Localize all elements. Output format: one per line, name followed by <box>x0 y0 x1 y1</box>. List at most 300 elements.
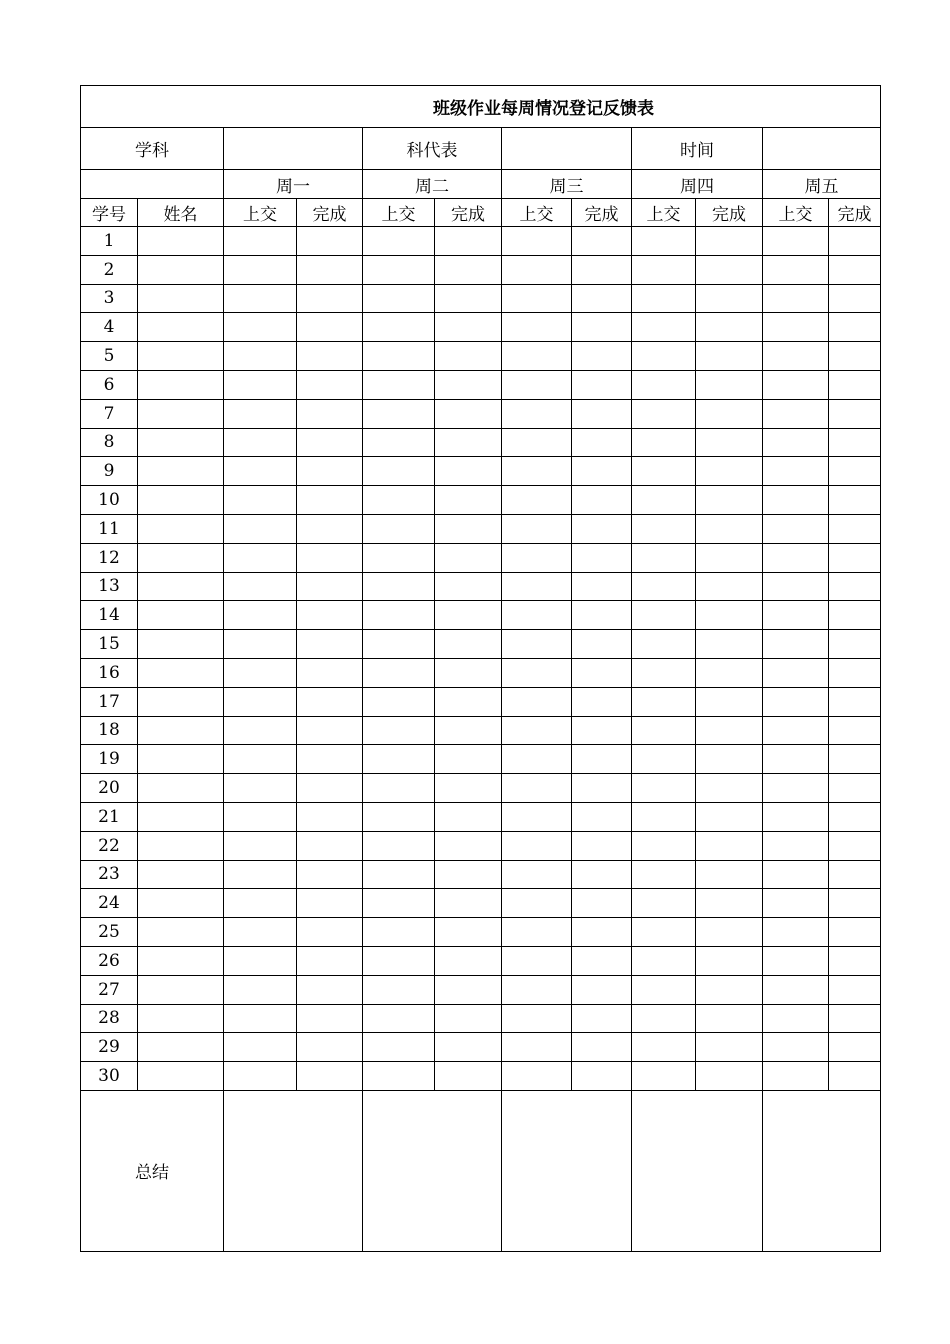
complete-cell[interactable] <box>435 831 502 860</box>
complete-cell[interactable] <box>297 514 363 543</box>
submit-cell[interactable] <box>632 630 696 659</box>
submit-cell[interactable] <box>224 1004 297 1033</box>
submit-cell[interactable] <box>363 658 435 687</box>
complete-cell[interactable] <box>696 745 763 774</box>
complete-cell[interactable] <box>435 802 502 831</box>
complete-cell[interactable] <box>297 486 363 515</box>
student-name-cell[interactable] <box>138 946 224 975</box>
submit-cell[interactable] <box>363 399 435 428</box>
complete-cell[interactable] <box>297 543 363 572</box>
submit-cell[interactable] <box>363 1004 435 1033</box>
complete-cell[interactable] <box>572 831 632 860</box>
complete-cell[interactable] <box>696 457 763 486</box>
complete-cell[interactable] <box>696 687 763 716</box>
complete-cell[interactable] <box>696 313 763 342</box>
complete-cell[interactable] <box>696 860 763 889</box>
complete-cell[interactable] <box>297 918 363 947</box>
student-name-cell[interactable] <box>138 1033 224 1062</box>
submit-cell[interactable] <box>502 918 572 947</box>
complete-cell[interactable] <box>696 658 763 687</box>
complete-cell[interactable] <box>435 860 502 889</box>
submit-cell[interactable] <box>224 313 297 342</box>
complete-cell[interactable] <box>572 918 632 947</box>
submit-cell[interactable] <box>224 1033 297 1062</box>
complete-cell[interactable] <box>297 1033 363 1062</box>
complete-cell[interactable] <box>572 975 632 1004</box>
submit-cell[interactable] <box>632 227 696 256</box>
student-name-cell[interactable] <box>138 342 224 371</box>
complete-cell[interactable] <box>829 774 881 803</box>
submit-cell[interactable] <box>224 486 297 515</box>
complete-cell[interactable] <box>829 428 881 457</box>
complete-cell[interactable] <box>696 802 763 831</box>
student-name-cell[interactable] <box>138 630 224 659</box>
submit-cell[interactable] <box>502 255 572 284</box>
submit-cell[interactable] <box>224 802 297 831</box>
complete-cell[interactable] <box>829 918 881 947</box>
submit-cell[interactable] <box>632 486 696 515</box>
complete-cell[interactable] <box>572 601 632 630</box>
complete-cell[interactable] <box>435 457 502 486</box>
submit-cell[interactable] <box>363 543 435 572</box>
complete-cell[interactable] <box>572 399 632 428</box>
submit-cell[interactable] <box>224 658 297 687</box>
complete-cell[interactable] <box>435 255 502 284</box>
submit-cell[interactable] <box>763 975 829 1004</box>
complete-cell[interactable] <box>829 486 881 515</box>
submit-cell[interactable] <box>224 572 297 601</box>
student-name-cell[interactable] <box>138 831 224 860</box>
complete-cell[interactable] <box>696 428 763 457</box>
submit-cell[interactable] <box>363 946 435 975</box>
submit-cell[interactable] <box>632 1062 696 1091</box>
submit-cell[interactable] <box>502 975 572 1004</box>
student-name-cell[interactable] <box>138 601 224 630</box>
submit-cell[interactable] <box>502 774 572 803</box>
student-name-cell[interactable] <box>138 1004 224 1033</box>
complete-cell[interactable] <box>297 255 363 284</box>
complete-cell[interactable] <box>829 1033 881 1062</box>
complete-cell[interactable] <box>829 255 881 284</box>
submit-cell[interactable] <box>224 889 297 918</box>
complete-cell[interactable] <box>572 514 632 543</box>
student-name-cell[interactable] <box>138 370 224 399</box>
submit-cell[interactable] <box>763 370 829 399</box>
submit-cell[interactable] <box>502 514 572 543</box>
complete-cell[interactable] <box>297 630 363 659</box>
submit-cell[interactable] <box>224 630 297 659</box>
submit-cell[interactable] <box>632 946 696 975</box>
submit-cell[interactable] <box>763 399 829 428</box>
submit-cell[interactable] <box>502 399 572 428</box>
complete-cell[interactable] <box>297 313 363 342</box>
complete-cell[interactable] <box>829 457 881 486</box>
complete-cell[interactable] <box>297 802 363 831</box>
complete-cell[interactable] <box>829 975 881 1004</box>
student-name-cell[interactable] <box>138 514 224 543</box>
submit-cell[interactable] <box>632 514 696 543</box>
complete-cell[interactable] <box>297 860 363 889</box>
submit-cell[interactable] <box>632 342 696 371</box>
summary-cell[interactable] <box>632 1090 763 1251</box>
submit-cell[interactable] <box>632 975 696 1004</box>
complete-cell[interactable] <box>829 716 881 745</box>
complete-cell[interactable] <box>829 658 881 687</box>
complete-cell[interactable] <box>297 831 363 860</box>
complete-cell[interactable] <box>829 572 881 601</box>
submit-cell[interactable] <box>763 227 829 256</box>
complete-cell[interactable] <box>829 543 881 572</box>
complete-cell[interactable] <box>435 918 502 947</box>
complete-cell[interactable] <box>696 255 763 284</box>
submit-cell[interactable] <box>363 802 435 831</box>
submit-cell[interactable] <box>632 831 696 860</box>
submit-cell[interactable] <box>502 889 572 918</box>
complete-cell[interactable] <box>297 946 363 975</box>
submit-cell[interactable] <box>502 572 572 601</box>
complete-cell[interactable] <box>696 716 763 745</box>
submit-cell[interactable] <box>632 802 696 831</box>
complete-cell[interactable] <box>829 342 881 371</box>
submit-cell[interactable] <box>502 342 572 371</box>
complete-cell[interactable] <box>435 658 502 687</box>
submit-cell[interactable] <box>763 918 829 947</box>
submit-cell[interactable] <box>632 1004 696 1033</box>
complete-cell[interactable] <box>696 370 763 399</box>
submit-cell[interactable] <box>763 889 829 918</box>
complete-cell[interactable] <box>572 946 632 975</box>
complete-cell[interactable] <box>435 227 502 256</box>
submit-cell[interactable] <box>363 687 435 716</box>
complete-cell[interactable] <box>435 370 502 399</box>
submit-cell[interactable] <box>763 1004 829 1033</box>
submit-cell[interactable] <box>224 918 297 947</box>
complete-cell[interactable] <box>435 774 502 803</box>
submit-cell[interactable] <box>502 946 572 975</box>
submit-cell[interactable] <box>632 860 696 889</box>
submit-cell[interactable] <box>502 716 572 745</box>
submit-cell[interactable] <box>502 428 572 457</box>
complete-cell[interactable] <box>572 860 632 889</box>
complete-cell[interactable] <box>572 428 632 457</box>
complete-cell[interactable] <box>572 687 632 716</box>
submit-cell[interactable] <box>224 227 297 256</box>
complete-cell[interactable] <box>435 428 502 457</box>
summary-cell[interactable] <box>763 1090 881 1251</box>
complete-cell[interactable] <box>572 284 632 313</box>
complete-cell[interactable] <box>297 399 363 428</box>
submit-cell[interactable] <box>632 687 696 716</box>
submit-cell[interactable] <box>502 543 572 572</box>
complete-cell[interactable] <box>696 889 763 918</box>
complete-cell[interactable] <box>297 284 363 313</box>
complete-cell[interactable] <box>829 802 881 831</box>
submit-cell[interactable] <box>763 745 829 774</box>
complete-cell[interactable] <box>572 658 632 687</box>
submit-cell[interactable] <box>363 457 435 486</box>
submit-cell[interactable] <box>763 860 829 889</box>
submit-cell[interactable] <box>363 975 435 1004</box>
complete-cell[interactable] <box>696 514 763 543</box>
submit-cell[interactable] <box>632 313 696 342</box>
complete-cell[interactable] <box>572 255 632 284</box>
submit-cell[interactable] <box>502 1004 572 1033</box>
complete-cell[interactable] <box>572 630 632 659</box>
complete-cell[interactable] <box>435 342 502 371</box>
complete-cell[interactable] <box>696 774 763 803</box>
complete-cell[interactable] <box>572 1004 632 1033</box>
submit-cell[interactable] <box>763 687 829 716</box>
complete-cell[interactable] <box>435 313 502 342</box>
submit-cell[interactable] <box>363 514 435 543</box>
submit-cell[interactable] <box>763 774 829 803</box>
complete-cell[interactable] <box>435 946 502 975</box>
submit-cell[interactable] <box>632 284 696 313</box>
submit-cell[interactable] <box>224 284 297 313</box>
submit-cell[interactable] <box>502 687 572 716</box>
complete-cell[interactable] <box>696 399 763 428</box>
submit-cell[interactable] <box>502 1062 572 1091</box>
complete-cell[interactable] <box>696 946 763 975</box>
submit-cell[interactable] <box>363 572 435 601</box>
submit-cell[interactable] <box>363 601 435 630</box>
submit-cell[interactable] <box>763 313 829 342</box>
submit-cell[interactable] <box>763 572 829 601</box>
submit-cell[interactable] <box>763 802 829 831</box>
submit-cell[interactable] <box>502 831 572 860</box>
student-name-cell[interactable] <box>138 543 224 572</box>
submit-cell[interactable] <box>224 745 297 774</box>
submit-cell[interactable] <box>502 457 572 486</box>
submit-cell[interactable] <box>363 284 435 313</box>
complete-cell[interactable] <box>297 889 363 918</box>
submit-cell[interactable] <box>363 313 435 342</box>
complete-cell[interactable] <box>572 486 632 515</box>
student-name-cell[interactable] <box>138 687 224 716</box>
submit-cell[interactable] <box>632 889 696 918</box>
submit-cell[interactable] <box>763 658 829 687</box>
submit-cell[interactable] <box>632 255 696 284</box>
summary-cell[interactable] <box>224 1090 363 1251</box>
complete-cell[interactable] <box>435 1062 502 1091</box>
complete-cell[interactable] <box>297 227 363 256</box>
complete-cell[interactable] <box>297 428 363 457</box>
complete-cell[interactable] <box>435 687 502 716</box>
submit-cell[interactable] <box>363 227 435 256</box>
complete-cell[interactable] <box>696 975 763 1004</box>
complete-cell[interactable] <box>435 572 502 601</box>
complete-cell[interactable] <box>435 514 502 543</box>
complete-cell[interactable] <box>696 1062 763 1091</box>
submit-cell[interactable] <box>763 514 829 543</box>
submit-cell[interactable] <box>502 802 572 831</box>
submit-cell[interactable] <box>502 860 572 889</box>
submit-cell[interactable] <box>763 543 829 572</box>
submit-cell[interactable] <box>632 1033 696 1062</box>
complete-cell[interactable] <box>696 572 763 601</box>
complete-cell[interactable] <box>572 889 632 918</box>
complete-cell[interactable] <box>297 370 363 399</box>
submit-cell[interactable] <box>363 831 435 860</box>
student-name-cell[interactable] <box>138 889 224 918</box>
complete-cell[interactable] <box>435 745 502 774</box>
complete-cell[interactable] <box>572 802 632 831</box>
submit-cell[interactable] <box>224 975 297 1004</box>
submit-cell[interactable] <box>763 1062 829 1091</box>
student-name-cell[interactable] <box>138 860 224 889</box>
complete-cell[interactable] <box>829 860 881 889</box>
submit-cell[interactable] <box>632 399 696 428</box>
rep-value-cell[interactable] <box>502 128 632 170</box>
complete-cell[interactable] <box>696 227 763 256</box>
submit-cell[interactable] <box>363 745 435 774</box>
submit-cell[interactable] <box>502 630 572 659</box>
submit-cell[interactable] <box>502 284 572 313</box>
submit-cell[interactable] <box>363 486 435 515</box>
submit-cell[interactable] <box>363 428 435 457</box>
submit-cell[interactable] <box>363 1033 435 1062</box>
submit-cell[interactable] <box>632 428 696 457</box>
student-name-cell[interactable] <box>138 457 224 486</box>
submit-cell[interactable] <box>224 428 297 457</box>
complete-cell[interactable] <box>435 975 502 1004</box>
complete-cell[interactable] <box>696 918 763 947</box>
submit-cell[interactable] <box>763 255 829 284</box>
submit-cell[interactable] <box>363 630 435 659</box>
complete-cell[interactable] <box>696 1004 763 1033</box>
submit-cell[interactable] <box>363 918 435 947</box>
submit-cell[interactable] <box>224 399 297 428</box>
complete-cell[interactable] <box>572 543 632 572</box>
complete-cell[interactable] <box>572 313 632 342</box>
submit-cell[interactable] <box>224 946 297 975</box>
complete-cell[interactable] <box>829 399 881 428</box>
complete-cell[interactable] <box>572 1062 632 1091</box>
submit-cell[interactable] <box>224 601 297 630</box>
student-name-cell[interactable] <box>138 975 224 1004</box>
submit-cell[interactable] <box>363 1062 435 1091</box>
student-name-cell[interactable] <box>138 745 224 774</box>
submit-cell[interactable] <box>632 658 696 687</box>
complete-cell[interactable] <box>829 601 881 630</box>
submit-cell[interactable] <box>632 745 696 774</box>
complete-cell[interactable] <box>435 716 502 745</box>
student-name-cell[interactable] <box>138 486 224 515</box>
complete-cell[interactable] <box>435 486 502 515</box>
complete-cell[interactable] <box>572 745 632 774</box>
complete-cell[interactable] <box>696 1033 763 1062</box>
complete-cell[interactable] <box>297 658 363 687</box>
complete-cell[interactable] <box>829 630 881 659</box>
submit-cell[interactable] <box>632 918 696 947</box>
complete-cell[interactable] <box>297 774 363 803</box>
submit-cell[interactable] <box>224 255 297 284</box>
student-name-cell[interactable] <box>138 284 224 313</box>
submit-cell[interactable] <box>502 227 572 256</box>
complete-cell[interactable] <box>829 514 881 543</box>
submit-cell[interactable] <box>763 342 829 371</box>
submit-cell[interactable] <box>224 687 297 716</box>
complete-cell[interactable] <box>829 1004 881 1033</box>
submit-cell[interactable] <box>763 486 829 515</box>
submit-cell[interactable] <box>763 946 829 975</box>
complete-cell[interactable] <box>435 399 502 428</box>
submit-cell[interactable] <box>763 601 829 630</box>
submit-cell[interactable] <box>363 370 435 399</box>
student-name-cell[interactable] <box>138 255 224 284</box>
complete-cell[interactable] <box>696 284 763 313</box>
submit-cell[interactable] <box>763 716 829 745</box>
submit-cell[interactable] <box>224 370 297 399</box>
submit-cell[interactable] <box>502 745 572 774</box>
submit-cell[interactable] <box>763 457 829 486</box>
submit-cell[interactable] <box>502 601 572 630</box>
submit-cell[interactable] <box>224 860 297 889</box>
submit-cell[interactable] <box>763 428 829 457</box>
summary-cell[interactable] <box>363 1090 502 1251</box>
complete-cell[interactable] <box>829 284 881 313</box>
submit-cell[interactable] <box>632 457 696 486</box>
submit-cell[interactable] <box>632 543 696 572</box>
complete-cell[interactable] <box>829 946 881 975</box>
submit-cell[interactable] <box>224 457 297 486</box>
submit-cell[interactable] <box>502 1033 572 1062</box>
student-name-cell[interactable] <box>138 658 224 687</box>
complete-cell[interactable] <box>572 457 632 486</box>
complete-cell[interactable] <box>435 1004 502 1033</box>
complete-cell[interactable] <box>435 543 502 572</box>
complete-cell[interactable] <box>435 630 502 659</box>
complete-cell[interactable] <box>435 601 502 630</box>
student-name-cell[interactable] <box>138 918 224 947</box>
student-name-cell[interactable] <box>138 1062 224 1091</box>
submit-cell[interactable] <box>224 716 297 745</box>
complete-cell[interactable] <box>572 1033 632 1062</box>
submit-cell[interactable] <box>632 572 696 601</box>
submit-cell[interactable] <box>632 370 696 399</box>
submit-cell[interactable] <box>763 1033 829 1062</box>
complete-cell[interactable] <box>696 342 763 371</box>
complete-cell[interactable] <box>696 630 763 659</box>
submit-cell[interactable] <box>224 1062 297 1091</box>
submit-cell[interactable] <box>502 658 572 687</box>
student-name-cell[interactable] <box>138 802 224 831</box>
time-value-cell[interactable] <box>763 128 881 170</box>
complete-cell[interactable] <box>696 831 763 860</box>
complete-cell[interactable] <box>297 572 363 601</box>
submit-cell[interactable] <box>632 601 696 630</box>
complete-cell[interactable] <box>829 227 881 256</box>
complete-cell[interactable] <box>297 457 363 486</box>
complete-cell[interactable] <box>829 313 881 342</box>
student-name-cell[interactable] <box>138 399 224 428</box>
complete-cell[interactable] <box>297 975 363 1004</box>
submit-cell[interactable] <box>363 255 435 284</box>
complete-cell[interactable] <box>435 284 502 313</box>
submit-cell[interactable] <box>224 831 297 860</box>
student-name-cell[interactable] <box>138 313 224 342</box>
complete-cell[interactable] <box>696 601 763 630</box>
submit-cell[interactable] <box>763 630 829 659</box>
submit-cell[interactable] <box>224 342 297 371</box>
submit-cell[interactable] <box>763 831 829 860</box>
submit-cell[interactable] <box>363 860 435 889</box>
complete-cell[interactable] <box>297 745 363 774</box>
complete-cell[interactable] <box>572 370 632 399</box>
submit-cell[interactable] <box>363 889 435 918</box>
submit-cell[interactable] <box>502 313 572 342</box>
complete-cell[interactable] <box>297 687 363 716</box>
